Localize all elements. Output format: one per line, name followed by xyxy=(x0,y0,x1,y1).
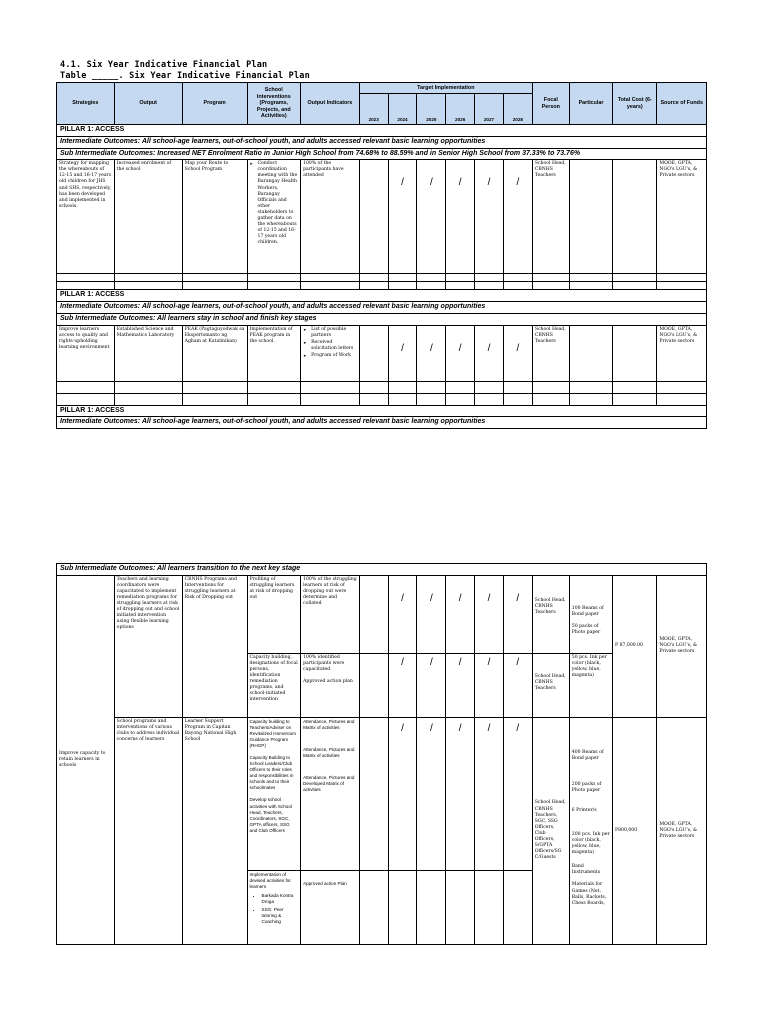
table-row xyxy=(57,575,707,653)
intervention-cell: Implementation of PEAK program in the school. xyxy=(247,325,301,381)
output-cell: Teachers and learning coordinators were capacitated to implement remediation programs for struggling learners at risk of dropping out and school initiated intervention using flexible learning options xyxy=(114,575,182,717)
col-year: 2026 xyxy=(446,94,475,125)
particular-item: 400 Reams of Bond paper xyxy=(571,749,604,761)
particular-cell xyxy=(569,325,612,381)
strategy-cell: Improve capacity to retain learners in schools xyxy=(57,575,115,944)
year-cell xyxy=(388,870,417,944)
col-school-interventions: School Interventions (Programs, Projects, and Activities) xyxy=(247,83,301,125)
section-heading: 4.1. Six Year Indicative Financial Plan xyxy=(60,60,268,70)
intermediate-outcome-row: Intermediate Outcomes: All school-age learners, out-of-school youth, and adults accessed relevant basic learning opportunities xyxy=(57,302,707,314)
particular-cell xyxy=(569,717,612,944)
target-mark: / xyxy=(417,160,446,274)
particular-cell: 50 pcs. Ink per color (black, yellow, blue, magenta) xyxy=(569,653,612,717)
intervention-item: Implementation of devised activities for learners xyxy=(249,871,291,889)
col-output-indicators: Output Indicators xyxy=(301,83,360,125)
financial-plan-table-page2 xyxy=(56,563,707,945)
indicator-item: ➤ Received solicitation letters xyxy=(311,340,357,352)
indicator-cell xyxy=(301,717,360,870)
particular-item: Materials for Games (Net, Balls, Rackets, Chess Boards, xyxy=(571,882,607,906)
year-cell xyxy=(417,870,446,944)
indicator-cell xyxy=(301,325,360,381)
intermediate-outcome-row: Intermediate Outcomes: All school-age learners, out-of-school youth, and adults accessed relevant basic learning opportunities xyxy=(57,417,707,429)
target-mark: / xyxy=(475,717,504,870)
year-cell xyxy=(475,870,504,944)
cost-cell: P 87,000.00 xyxy=(613,575,657,717)
target-mark: / xyxy=(503,575,532,653)
year-cell xyxy=(359,325,388,381)
focal-cell: School Head, CBNHS Teachers xyxy=(532,325,569,381)
intervention-item: Capacity Building to School Leaders/Club Officers to their roles and responsibilities in schools and to their schoolmates xyxy=(249,755,294,791)
output-cell: Established Science and Mathematics Laboratory xyxy=(114,325,182,381)
target-mark: / xyxy=(446,653,475,717)
intermediate-outcome-row: Intermediate Outcomes: All school-age learners, out-of-school youth, and adults accessed relevant basic learning opportunities xyxy=(57,136,707,148)
source-cell: MOOE, GPTA, NGO's LGU's, & Private sectors xyxy=(657,160,707,274)
year-cell xyxy=(359,870,388,944)
focal-cell: School Head, CBNHS Teachers xyxy=(532,575,569,653)
indicator-item: ➤ Program of Work xyxy=(311,353,357,359)
sub-intermediate-outcome-row: Sub Intermediate Outcomes: Increased NET Enrolment Ratio in Junior High School from 74.68% to 88.59% and in Senior High School from 37.33% to 73.76% xyxy=(57,148,707,160)
source-cell: MOOE, GPTA, NGO's LGU's, & Private sectors xyxy=(657,325,707,381)
col-year: 2023 xyxy=(359,94,388,125)
table-row xyxy=(57,325,707,381)
year-cell xyxy=(359,717,388,870)
col-source-of-funds: Source of Funds xyxy=(657,83,707,125)
particular-cell xyxy=(569,575,612,653)
year-cell xyxy=(359,160,388,274)
col-focal-person: Focal Person xyxy=(532,83,569,125)
financial-plan-table-page1 xyxy=(56,82,707,429)
program-cell: Learner Support Program in Capitan Bayong National High School xyxy=(182,717,247,944)
indicator-cell: 100% of the participants have attended xyxy=(301,160,360,274)
particular-item: 200 packs of Photo paper xyxy=(571,781,602,793)
focal-cell: School Head, CBNHS Teachers, SGC, SSG Officers, Club Officers, S/GPTA Officers/SG C/Guests xyxy=(532,717,569,944)
sub-intermediate-outcome-row: Sub Intermediate Outcomes: All learners stay in school and finish key stages xyxy=(57,313,707,325)
year-cell xyxy=(359,575,388,653)
col-year: 2024 xyxy=(388,94,417,125)
target-mark: / xyxy=(417,325,446,381)
particular-cell xyxy=(569,160,612,274)
target-mark: / xyxy=(475,160,504,274)
target-mark: / xyxy=(388,160,417,274)
particular-item: 100 Reams of Bond paper xyxy=(571,605,604,617)
target-mark: / xyxy=(388,717,417,870)
sub-intermediate-outcome-row: Sub Intermediate Outcomes: All learners transition to the next key stage xyxy=(57,564,707,576)
target-mark: / xyxy=(503,325,532,381)
col-strategies: Strategies xyxy=(57,83,115,125)
col-program: Program xyxy=(182,83,247,125)
year-cell xyxy=(359,653,388,717)
target-mark: / xyxy=(475,575,504,653)
indicator-item: Approved action plan xyxy=(303,678,353,684)
cost-cell: P800,000 xyxy=(613,717,657,944)
target-mark: / xyxy=(503,717,532,870)
focal-cell: School Head, CBNHS Teachers xyxy=(532,160,569,274)
intervention-cell: Capacity building, designations of focal persons, identification remediation programs, and school-initiated intervention xyxy=(247,653,301,717)
target-mark: / xyxy=(503,160,532,274)
pillar-row: PILLAR 1: ACCESS xyxy=(57,290,707,302)
cost-cell xyxy=(613,160,657,274)
particular-item: 200 pcs. Ink per color (black, yellow, blue, magenta) xyxy=(571,832,610,856)
indicator-item: Attendance, Pictures and Matrix of activities xyxy=(303,718,355,730)
col-particular: Particular xyxy=(569,83,612,125)
table-row xyxy=(57,160,707,274)
year-cell xyxy=(503,870,532,944)
intervention-item: Capacity building to Teachers/Adviser on Revitalized Homeroom Guidance Program (RHGP) xyxy=(249,718,296,748)
col-total-cost: Total Cost (6-years) xyxy=(613,83,657,125)
table-row xyxy=(57,717,707,870)
intervention-cell xyxy=(247,870,301,944)
target-mark: / xyxy=(388,575,417,653)
indicator-cell: 100% of the struggling learners at risk of dropping out were determine and collated xyxy=(301,575,360,653)
output-cell: Increased enrolment of the school xyxy=(114,160,182,274)
pillar-row: PILLAR 1: ACCESS xyxy=(57,125,707,137)
cost-cell xyxy=(613,325,657,381)
indicator-cell xyxy=(301,653,360,717)
output-cell: School programs and interventions of various clubs to address individual concerns of learners xyxy=(114,717,182,944)
intervention-cell xyxy=(247,160,301,274)
target-mark: / xyxy=(417,653,446,717)
target-mark: / xyxy=(446,575,475,653)
intervention-item: ➤ Conduct coordination meeting with the Barangay Health Workers, Barangay Officials and other stakeholders to gather data on the whereabouts of 12-15 and 16-17 years old children. xyxy=(258,161,299,246)
year-cell xyxy=(446,870,475,944)
target-mark: / xyxy=(388,653,417,717)
indicator-cell: Approved action Plan xyxy=(301,870,360,944)
col-target-implementation: Target Implementation xyxy=(359,83,532,94)
program-cell: PEAK (Pagtaguyodwak sa Ekspertsmanto ng Agham at Katalinikan) xyxy=(182,325,247,381)
target-mark: / xyxy=(417,575,446,653)
target-mark: / xyxy=(503,653,532,717)
target-mark: / xyxy=(446,325,475,381)
program-cell: CBNHS Programs and Interventions for struggling learners at Risk of Dropping out xyxy=(182,575,247,717)
intervention-cell: Profiling of struggling learners at risk of dropping out xyxy=(247,575,301,653)
indicator-item: ➤ List of possible partners xyxy=(311,327,357,339)
col-output: Output xyxy=(114,83,182,125)
activity-item: • Barkada Kontra Droga xyxy=(262,893,299,905)
col-year: 2028 xyxy=(503,94,532,125)
col-year: 2027 xyxy=(475,94,504,125)
source-cell: MOOE, GPTA, NGO's LGU's, & Private sectors xyxy=(657,575,707,717)
target-mark: / xyxy=(446,160,475,274)
target-mark: / xyxy=(388,325,417,381)
col-year: 2025 xyxy=(417,94,446,125)
strategy-cell: Strategy for mapping the whereabouts of 12-15 and 16-17 years old children for JHS and SHS, respectively, has been developed and implemented in schools. xyxy=(57,160,115,274)
indicator-item: Attendance, Pictures and Matrix of activities xyxy=(303,746,355,758)
target-mark: / xyxy=(446,717,475,870)
indicator-item: Attendance, Pictures and Developed Matrix of activities xyxy=(303,775,355,793)
target-mark: / xyxy=(417,717,446,870)
strategy-cell: Improve learners access to quality and rights-upholding learning environment xyxy=(57,325,115,381)
pillar-row: PILLAR 1: ACCESS xyxy=(57,405,707,417)
program-cell: Map your Route to School Program xyxy=(182,160,247,274)
source-cell: MOOE, GPTA, NGO's LGU's, & Private sectors xyxy=(657,717,707,944)
target-mark: / xyxy=(475,653,504,717)
particular-item: Band Instruments xyxy=(571,864,601,876)
particular-item: 50 packs of Photo paper xyxy=(571,623,601,635)
indicator-item: 100% identified participants were capacitated xyxy=(303,654,345,672)
target-mark: / xyxy=(475,325,504,381)
particular-item: 6 Printer/s xyxy=(571,808,597,813)
focal-cell: School Head, CBNHS Teachers xyxy=(532,653,569,717)
table-caption: Table _____. Six Year Indicative Financial Plan xyxy=(60,71,310,81)
intervention-cell xyxy=(247,717,301,870)
activity-item: • SSG: Peer tutoring & Coaching xyxy=(262,907,299,925)
intervention-item: Develop school activities with School Head, Teachers, Coordinators, SGC, GPTA officers, SSG and Club Officers xyxy=(249,797,292,833)
